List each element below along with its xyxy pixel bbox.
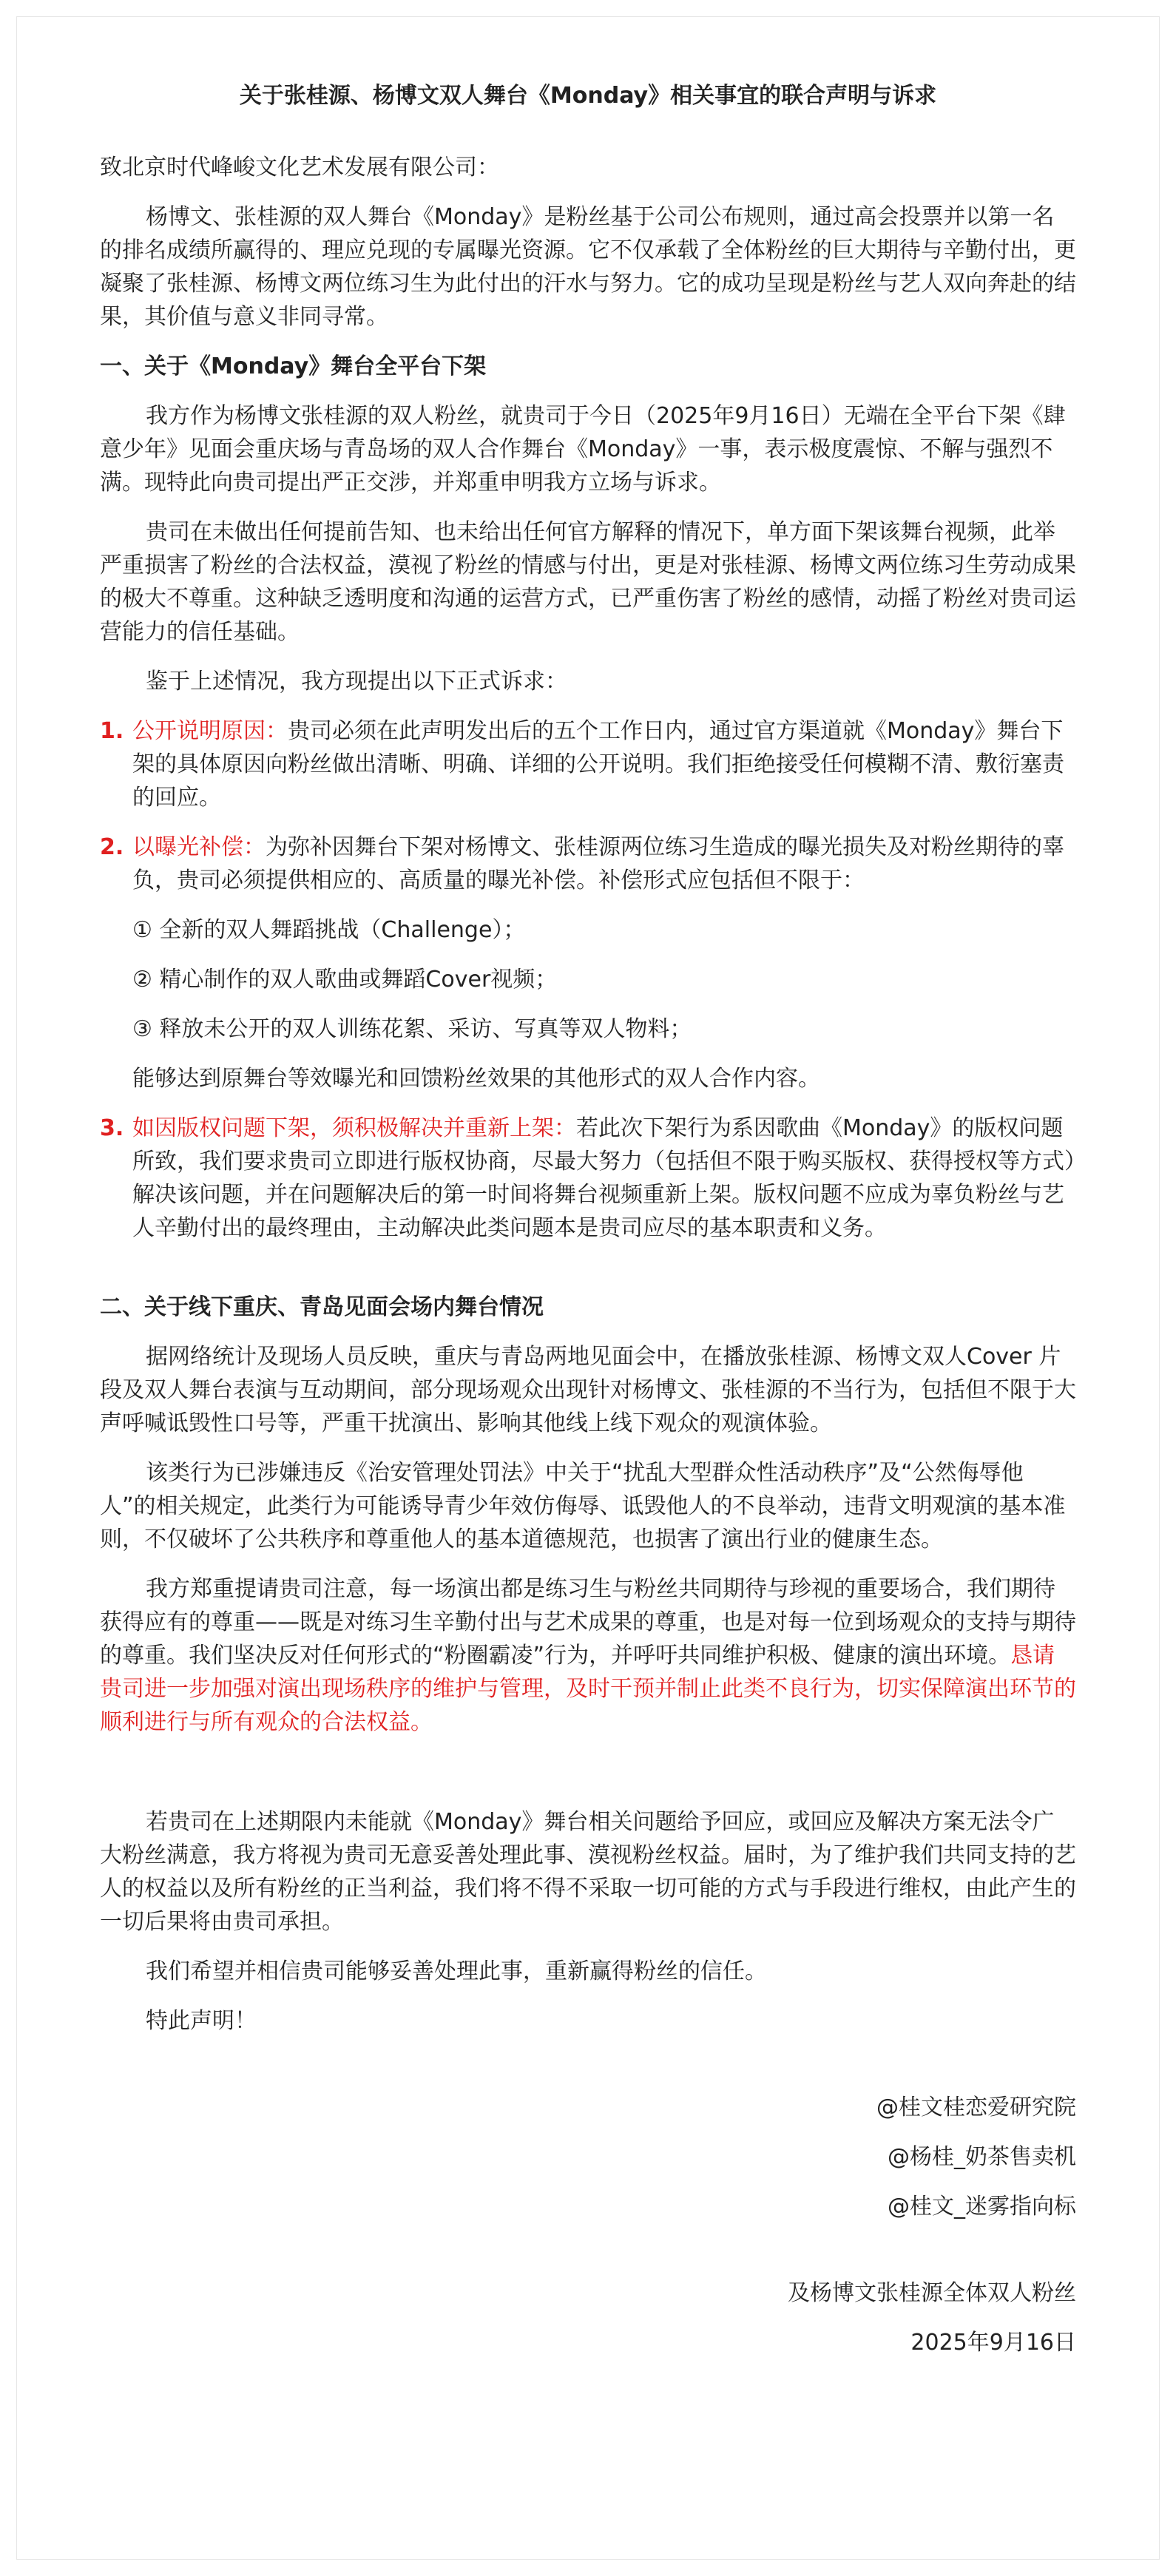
section-2-paragraph-2: 该类行为已涉嫌违反《治安管理处罚法》中关于“扰乱大型群众性活动秩序”及“公然侮辱他人”的相关规定，此类行为可能诱导青少年效仿侮辱、诋毁他人的不良举动，违背文明观演的基本准则，不仅破坏了公共秩序和尊重他人的基本道德规范，也损害了演出行业的健康生态。 bbox=[100, 1460, 1066, 1552]
section-2-paragraph-3-highlight: 恳请贵司进一步加强对演出现场秩序的维护与管理，及时干预并制止此类不良行为，切实保障演出环节的顺利进行与所有观众的合法权益。 bbox=[100, 1643, 1076, 1735]
document-title: 关于张桂源、杨博文双人舞台《Monday》相关事宜的联合声明与诉求 bbox=[239, 83, 937, 109]
section-1-paragraph-1: 我方作为杨博文张桂源的双人粉丝，就贵司于今日（2025年9月16日）无端在全平台下架《肆意少年》见面会重庆场与青岛场的双人合作舞台《Monday》一事，表示极度震惊、不解与强烈不满。现特此向贵司提出严正交涉，并郑重申明我方立场与诉求。 bbox=[100, 403, 1066, 496]
spacer bbox=[100, 1755, 1076, 1805]
compensation-option-3: ③ 释放未公开的双人训练花絮、采访、写真等双人物料； bbox=[132, 1016, 692, 1042]
compensation-option-1: ① 全新的双人舞蹈挑战（Challenge）； bbox=[132, 917, 526, 943]
demand-lead: 以曝光补偿： bbox=[132, 834, 266, 860]
spacer bbox=[100, 2054, 1076, 2091]
addressee: 致北京时代峰峻文化艺术发展有限公司： bbox=[100, 155, 499, 180]
demand-item-1 bbox=[100, 714, 1076, 814]
closing-paragraph-2: 我们希望并相信贵司能够妥善处理此事，重新赢得粉丝的信任。 bbox=[146, 1958, 767, 1984]
statement-document bbox=[100, 80, 1076, 2376]
signature-2: @杨桂_奶茶售卖机 bbox=[888, 2144, 1076, 2170]
signature-1: @桂文桂恋爱研究院 bbox=[876, 2095, 1076, 2120]
intro-paragraph: 杨博文、张桂源的双人舞台《Monday》是粉丝基于公司公布规则，通过高会投票并以第一名的排名成绩所赢得的、理应兑现的专属曝光资源。它不仅承载了全体粉丝的巨大期待与辛勤付出，更凝聚了张桂源、杨博文两位练习生为此付出的汗水与努力。它的成功呈现是粉丝与艺人双向奔赴的结果，其价值与意义非同寻常。 bbox=[100, 204, 1076, 330]
section-1-heading: 一、关于《Monday》舞台全平台下架 bbox=[100, 354, 487, 379]
section-2-paragraph-1: 据网络统计及现场人员反映，重庆与青岛两地见面会中，在播放张桂源、杨博文双人Cover 片段及双人舞台表演与互动期间，部分现场观众出现针对杨博文、张桂源的不当行为，包括但不限于大声呼喊诋毁性口号等，严重干扰演出、影响其他线上线下观众的观演体验。 bbox=[100, 1344, 1076, 1436]
demand-lead: 如因版权问题下架，须积极解决并重新上架： bbox=[132, 1115, 576, 1141]
signature-3: @桂文_迷雾指向标 bbox=[888, 2194, 1076, 2220]
demand-number: 3. bbox=[100, 1115, 124, 1141]
compensation-option-2: ② 精心制作的双人歌曲或舞蹈Cover视频； bbox=[132, 967, 558, 993]
spacer bbox=[100, 2239, 1076, 2276]
compensation-note: 能够达到原舞台等效曝光和回馈粉丝效果的其他形式的双人合作内容。 bbox=[132, 1066, 820, 1092]
demand-lead: 公开说明原因： bbox=[132, 718, 288, 744]
demand-item-2 bbox=[100, 831, 1076, 897]
spacer bbox=[100, 1261, 1076, 1291]
demand-number: 2. bbox=[100, 834, 124, 860]
closing-paragraph-3: 特此声明！ bbox=[146, 2008, 257, 2034]
section-2-paragraph-3-text: 我方郑重提请贵司注意，每一场演出都是练习生与粉丝共同期待与珍视的重要场合，我们期待获得应有的尊重——既是对练习生辛勤付出与艺术成果的尊重，也是对每一位到场观众的支持与期待的尊重。我们坚决反对任何形式的“粉圈霸凌”行为，并呼吁共同维护积极、健康的演出环境。 bbox=[100, 1576, 1076, 1669]
section-2-paragraph-3 bbox=[100, 1572, 1076, 1739]
signoff-date: 2025年9月16日 bbox=[910, 2330, 1076, 2356]
section-1-paragraph-2: 贵司在未做出任何提前告知、也未给出任何官方解释的情况下，单方面下架该舞台视频，此举严重损害了粉丝的合法权益，漠视了粉丝的情感与付出，更是对张桂源、杨博文两位练习生劳动成果的极大不尊重。这种缺乏透明度和沟通的运营方式，已严重伤害了粉丝的感情，动摇了粉丝对贵司运营能力的信任基础。 bbox=[100, 519, 1076, 645]
section-2-heading: 二、关于线下重庆、青岛见面会场内舞台情况 bbox=[100, 1294, 544, 1320]
signoff-organization: 及杨博文张桂源全体双人粉丝 bbox=[788, 2280, 1076, 2306]
demand-text: 贵司必须在此声明发出后的五个工作日内，通过官方渠道就《Monday》舞台下架的具体原因向粉丝做出清晰、明确、详细的公开说明。我们拒绝接受任何模糊不清、敷衍塞责的回应。 bbox=[132, 718, 1064, 811]
demand-text: 为弥补因舞台下架对杨博文、张桂源两位练习生造成的曝光损失及对粉丝期待的辜负，贵司必须提供相应的、高质量的曝光补偿。补偿形式应包括但不限于： bbox=[132, 834, 1064, 893]
demand-text: 若此次下架行为系因歌曲《Monday》的版权问题所致，我们要求贵司立即进行版权协商，尽最大努力（包括但不限于购买版权、获得授权等方式）解决该问题，并在问题解决后的第一时间将舞台视频重新上架。版权问题不应成为辜负粉丝与艺人辛勤付出的最终理由，主动解决此类问题本是贵司应尽的基本职责和义务。 bbox=[132, 1115, 1075, 1241]
demand-number: 1. bbox=[100, 718, 124, 744]
demand-item-3 bbox=[100, 1112, 1076, 1245]
section-1-paragraph-3: 鉴于上述情况，我方现提出以下正式诉求： bbox=[146, 669, 567, 694]
closing-paragraph-1: 若贵司在上述期限内未能就《Monday》舞台相关问题给予回应，或回应及解决方案无法令广大粉丝满意，我方将视为贵司无意妥善处理此事、漠视粉丝权益。届时，为了维护我们共同支持的艺人的权益以及所有粉丝的正当利益，我们将不得不采取一切可能的方式与手段进行维权，由此产生的一切后果将由贵司承担。 bbox=[100, 1809, 1076, 1935]
